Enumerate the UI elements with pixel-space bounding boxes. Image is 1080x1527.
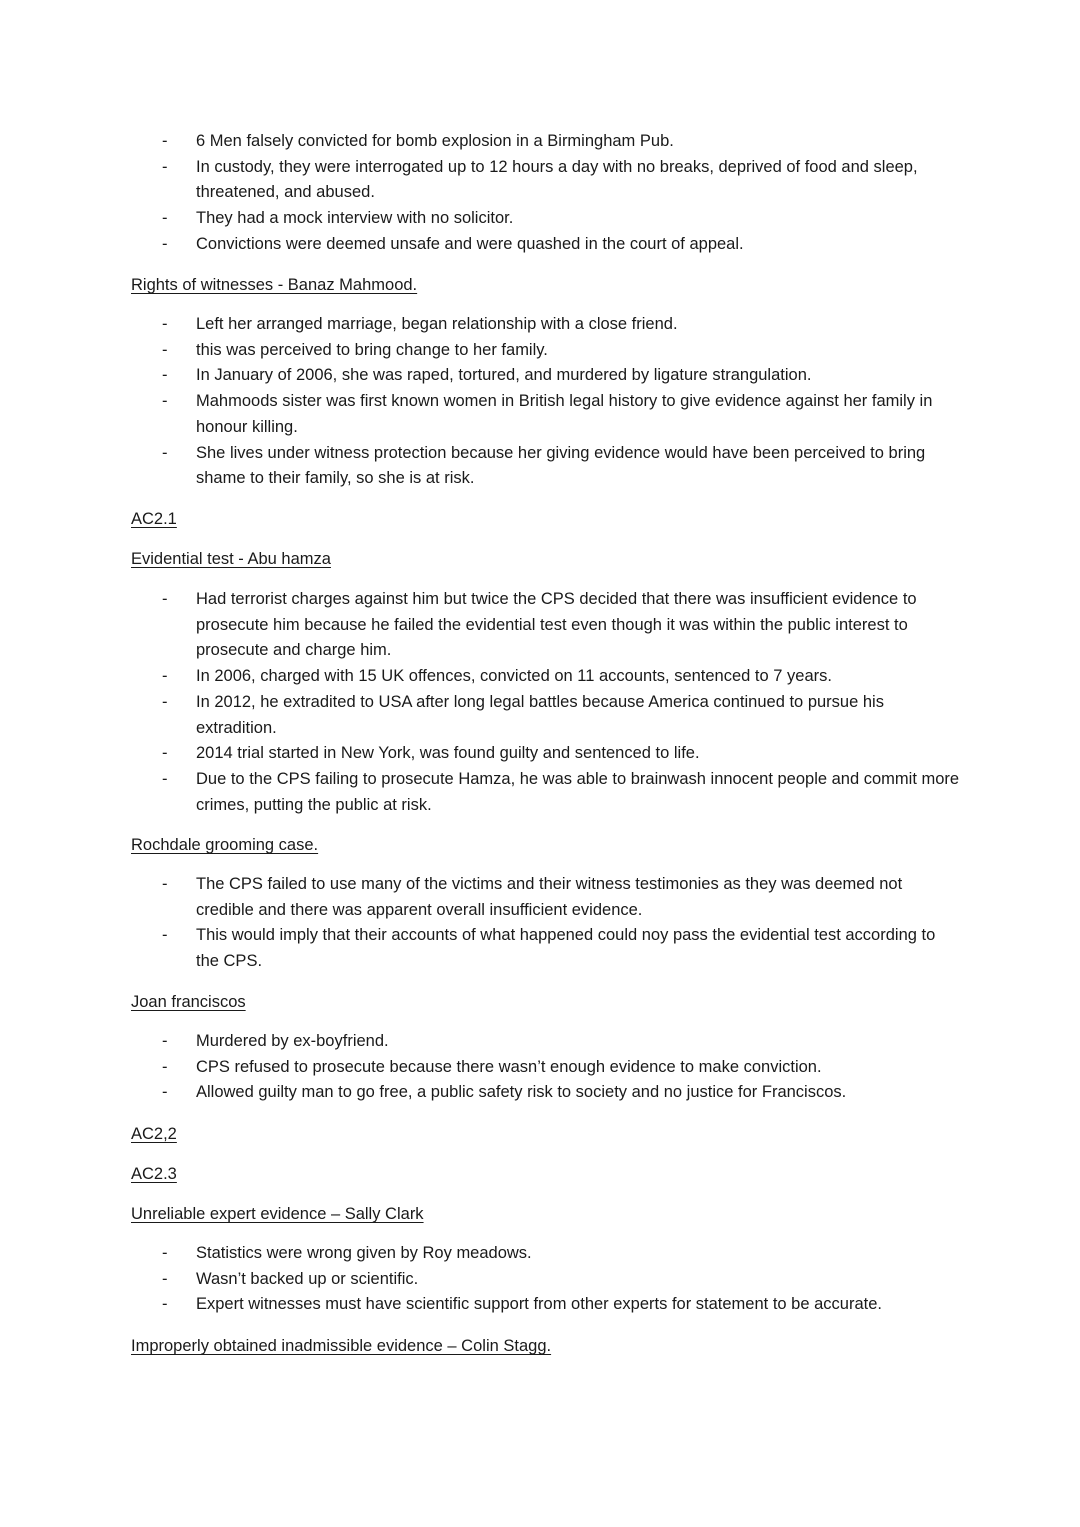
list-item: - Left her arranged marriage, began relationship with a close friend. [162,315,678,333]
list-item: - Expert witnesses must have scientific support from other experts for statement to be accurate. [162,1295,882,1314]
abu-hamza-bullet-list [0,587,1080,818]
list-item: - In custody, they were interrogated up to 12 hours a day with no breaks, deprived of food and sleep, threatened, and abused. [162,157,918,202]
list-item: - This would imply that their accounts of what happened could noy pass the evidential test according to the CPS. [162,926,936,971]
list-item: - this was perceived to bring change to her family. [162,340,548,359]
section-heading-joan-franciscos: Joan franciscos [131,993,246,1011]
list-item: - In 2006, charged with 15 UK offences, convicted on 11 accounts, sentenced to 7 years. [162,667,832,686]
list-item: - Allowed guilty man to go free, a public safety risk to society and no justice for Franciscos. [162,1083,847,1102]
section-heading-ac2-1: AC2.1 [131,510,177,528]
list-item: - Convictions were deemed unsafe and were quashed in the court of appeal. [162,234,744,253]
section-heading-sally-clark: Unreliable expert evidence – Sally Clark [131,1205,424,1223]
rochdale-bullet-list [0,872,1080,975]
section-heading-colin-stagg: Improperly obtained inadmissible evidence – Colin Stagg. [131,1337,552,1355]
list-item: - Due to the CPS failing to prosecute Hamza, he was able to brainwash innocent people and commit more crimes, putting the public at risk. [162,769,960,814]
list-item: - In 2012, he extradited to USA after long legal battles because America continued to pursue his extradition. [162,692,884,737]
section-heading-rochdale: Rochdale grooming case. [131,836,319,854]
banaz-mahmood-bullet-list [0,312,1080,492]
list-item: - Statistics were wrong given by Roy meadows. [162,1244,532,1262]
section-heading-banaz-mahmood: Rights of witnesses - Banaz Mahmood. [131,276,418,294]
list-item: - The CPS failed to use many of the victims and their witness testimonies as they was deemed not credible and there was apparent overall insufficient evidence. [162,875,903,919]
section-heading-ac2-3: AC2.3 [131,1165,177,1183]
sally-clark-bullet-list [0,1241,1080,1318]
list-item: - Murdered by ex-boyfriend. [162,1032,389,1050]
list-item: - Wasn’t backed up or scientific. [162,1269,419,1288]
section-heading-ac2-2: AC2,2 [131,1125,177,1143]
list-item: - She lives under witness protection because her giving evidence would have been perceived to bring shame to their family, so she is at risk. [162,443,926,488]
list-item: - In January of 2006, she was raped, tortured, and murdered by ligature strangulation. [162,366,812,385]
birmingham-six-bullet-list [0,129,1080,258]
list-item: - 6 Men falsely convicted for bomb explosion in a Birmingham Pub. [162,132,674,150]
section-heading-abu-hamza: Evidential test - Abu hamza [131,550,331,568]
list-item: - They had a mock interview with no solicitor. [162,209,514,228]
list-item: - Had terrorist charges against him but twice the CPS decided that there was insufficient evidence to prosecute him because he failed the evidential test even though it was within the public interest to prosecute and charge him. [162,590,917,660]
joan-franciscos-bullet-list [0,1029,1080,1106]
list-item: - 2014 trial started in New York, was found guilty and sentenced to life. [162,744,700,763]
list-item: - CPS refused to prosecute because there wasn’t enough evidence to make conviction. [162,1057,822,1076]
list-item: - Mahmoods sister was first known women in British legal history to give evidence against her family in honour killing. [162,392,933,436]
